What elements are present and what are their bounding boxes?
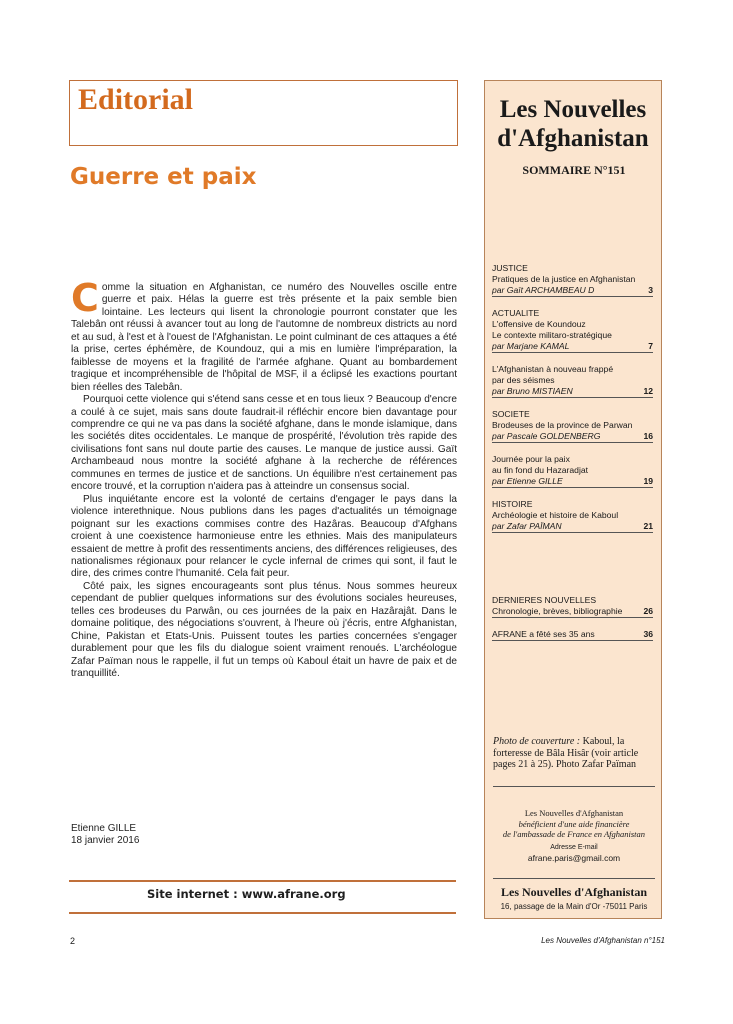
sidebar-divider bbox=[493, 878, 655, 879]
dropcap: C bbox=[71, 276, 99, 320]
article-paragraph: Plus inquiétante encore est la volonté de certains d'engager le pays dans la violence interethnique. Nous publions dans les pages d'actualités un témoignage poignant sur les exactions commises contre des Hazâras. Beaucoup d'Afghans croient à une coexistence harmonieuse entre les ethnies. Mais des manipulateurs essaient de mettre à profit des ressentiments anciens, des différences religieuses, des nationalismes régionaux pour relancer le cycle infernal de crimes qui sont, il faut le dire, des crimes contre l'humanité. Cela fait peur. bbox=[71, 493, 457, 580]
article-paragraph: Côté paix, les signes encourageants sont plus ténus. Nous sommes heureux cependant de publier quelques informations sur des évolutions sociales heureuses, telles ces brodeuses du Parwân, ou ces journées de la paix en Hazârajât. Dans le domaine politique, des négociations s'ouvrent, à l'heure où j'écris, entre Afghanistan, Chine, Pakistan et Etats-Unis. Puissent toutes les parties concernées s'engager durablement pour que les fils du dialogue soient vraiment renoués. L'archéologue Zafar Païman nous le rappelle, il fut un temps où Kaboul était un havre de paix et de tranquillité. bbox=[71, 580, 457, 680]
website-line[interactable]: Site internet : www.afrane.org bbox=[147, 887, 346, 901]
article-headline: Guerre et paix bbox=[70, 164, 257, 190]
toc-entry[interactable]: L'Afghanistan à nouveau frappé par des séismes par Bruno MISTIAEN 12 bbox=[492, 364, 653, 396]
email-link[interactable]: afrane.paris@gmail.com bbox=[527, 853, 621, 863]
magazine-title: Les Nouvelles d'Afghanistan bbox=[497, 96, 649, 152]
toc-page-number: 26 bbox=[643, 606, 653, 616]
sidebar-divider bbox=[493, 786, 655, 787]
toc-page-number: 19 bbox=[643, 476, 653, 486]
article-body bbox=[71, 276, 457, 681]
toc-page-number: 16 bbox=[643, 431, 653, 441]
signature bbox=[71, 823, 139, 847]
page-number: 2 bbox=[70, 936, 76, 946]
toc-entry[interactable]: DERNIERES NOUVELLES Chronologie, brèves, bibliographie 26 bbox=[492, 595, 653, 616]
signature-date: 18 janvier 2016 bbox=[71, 835, 140, 846]
editorial-header-box bbox=[69, 80, 458, 146]
toc-entry[interactable]: HISTOIRE Archéologie et histoire de Kaboul par Zafar PAÏMAN 21 bbox=[492, 499, 653, 531]
toc-page-number: 12 bbox=[643, 386, 653, 396]
article-paragraph: Comme la situation en Afghanistan, ce numéro des Nouvelles oscille entre guerre et paix. Hélas la guerre est très présente et la paix semble bien lointaine. Les lecteurs qui lisent la chronologie pourront constater que les Talebân ont réussi à avancer tout au long de l'automne de nombreux districts au nord et au sud, à l'est et à l'ouest de l'Afghanistan. Le point culminant de ces attaques a été la prise, certes éphémère, de Koundouz, qui a mis en lumière l'impréparation, la faiblesse de moyens et la fragilité de l'armée afghane. Quant au bombardement tragique et incompréhensible de l'hôpital de MSF, il a éclipsé les exactions pourtant bien réelles des Talebân. bbox=[71, 276, 457, 393]
article-paragraph: Pourquoi cette violence qui s'étend sans cesse et en tous lieux ? Beaucoup d'encre a coulé à ce sujet, mais sans doute faudrait-il réfléchir encore bien davantage pour comprendre ce qui ne va pas dans la société afghane, dans le monde islamique, dans les sociétés dites occidentales. Le manque de prospérité, l'évolution très rapide des civilisations font sans nul doute partie des causes. Le manque de justice aussi. Gaït Archambeaud nous montre la société afghane à la recherche de références communes en termes de justice et de sanctions. Un équilibre n'est certainement pas encore trouvé, et la corruption n'aidera pas à atteindre un consensus social. bbox=[71, 394, 457, 493]
toc-page-number: 21 bbox=[643, 521, 653, 531]
table-of-contents bbox=[492, 263, 653, 641]
signature-name: Etienne GILLE bbox=[71, 823, 137, 834]
footer-title: Les Nouvelles d'Afghanistan n°151 bbox=[541, 936, 665, 945]
sidebar bbox=[484, 80, 662, 919]
editorial-label: Editorial bbox=[78, 83, 194, 116]
divider-bottom bbox=[69, 912, 456, 914]
toc-entry[interactable]: Journée pour la paix au fin fond du Hazaradjat par Etienne GILLE 19 bbox=[492, 454, 653, 486]
toc-page-number: 36 bbox=[643, 629, 653, 639]
magazine-name-bottom: Les Nouvelles d'Afghanistan bbox=[500, 885, 648, 899]
postal-address: 16, passage de la Main d'Or -75011 Paris bbox=[500, 902, 648, 911]
toc-entry[interactable]: SOCIETE Brodeuses de la province de Parwan par Pascale GOLDENBERG 16 bbox=[492, 409, 653, 441]
toc-entry[interactable]: ACTUALITE L'offensive de Koundouz Le contexte militaro-stratégique par Marjane KAMAL 7 bbox=[492, 308, 653, 351]
credits-block: Les Nouvelles d'Afghanistan bénéficient d'une aide financière de l'ambassade de France en Afghanistan Adresse E-mail afrane.paris@gmail.com bbox=[485, 808, 663, 864]
toc-page-number: 7 bbox=[648, 341, 653, 351]
toc-entry[interactable]: JUSTICE Pratiques de la justice en Afghanistan par Gaït ARCHAMBEAU D 3 bbox=[492, 263, 653, 295]
cover-caption: Photo de couverture : Kaboul, la forteresse de Bâla Hisâr (voir article pages 21 à 25). Photo Zafar Païman bbox=[493, 736, 639, 770]
divider-top bbox=[69, 880, 456, 882]
sommaire-heading: SOMMAIRE N°151 bbox=[522, 163, 626, 177]
toc-page-number: 3 bbox=[648, 285, 653, 295]
toc-entry[interactable]: AFRANE a fêté ses 35 ans 36 bbox=[492, 629, 653, 639]
